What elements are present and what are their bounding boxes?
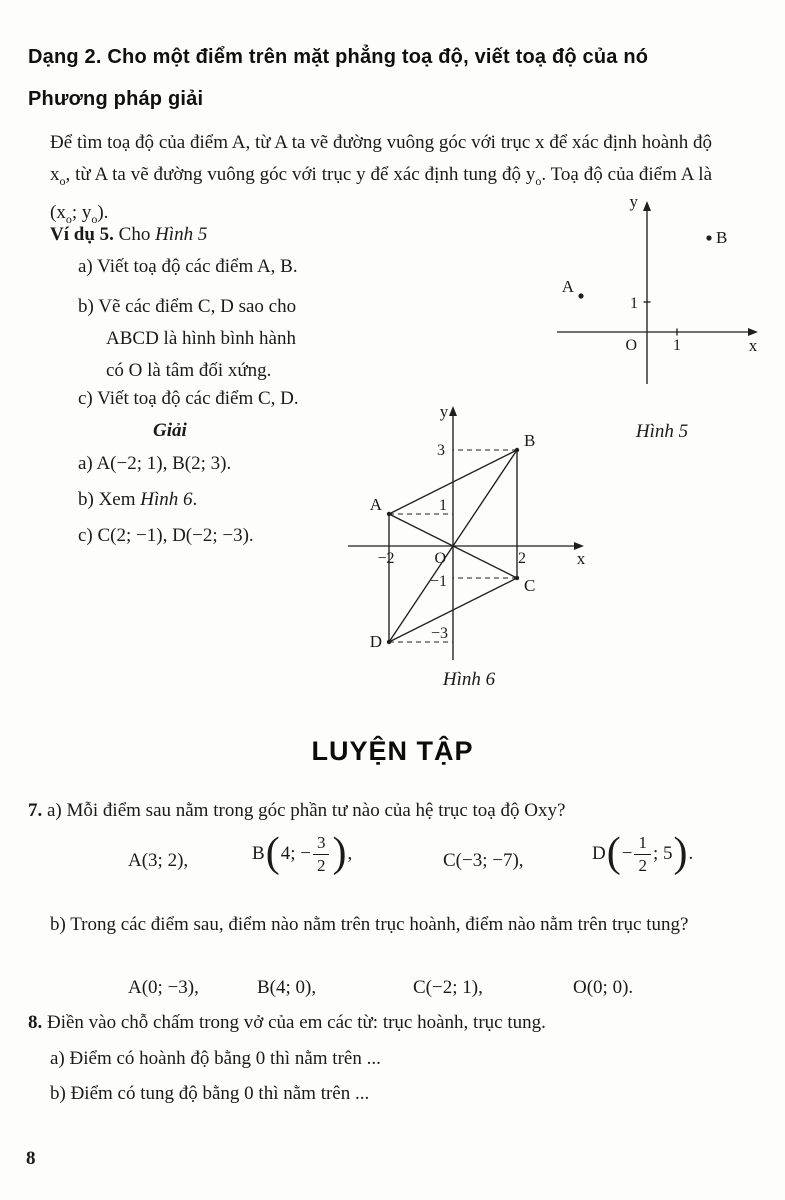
example5-item-b [78, 291, 388, 387]
example5-intro [50, 224, 207, 246]
figure5-plot [552, 192, 772, 410]
exercise8-statement [28, 1012, 546, 1034]
point-b-post: , [347, 843, 353, 865]
fig6-tick-3: 3 [437, 442, 445, 459]
point-b-dot [515, 448, 519, 452]
method-text: Để tìm toạ độ của điểm A, từ A ta vẽ đường vuông góc với trục x để xác định hoành độ x [50, 132, 712, 185]
exercise7-number: 7. [28, 800, 43, 821]
figure6-caption: Hình 6 [442, 669, 496, 690]
point-a-dot [578, 293, 583, 298]
fig6-tick-2: 2 [518, 550, 526, 567]
fraction-denominator: 2 [638, 855, 647, 875]
fig6-point-b-label: B [524, 431, 536, 450]
left-paren: ( [606, 830, 621, 877]
fig6-origin-label: O [434, 550, 446, 567]
figure6-plot [338, 398, 600, 662]
y-axis-arrow [449, 406, 457, 416]
fig5-x-axis-label: x [748, 336, 758, 355]
method-text: . Toạ độ của điểm A là (x [50, 164, 712, 223]
figure5-reference: Hình 5 [155, 224, 208, 245]
point-a-dot [387, 512, 391, 516]
page-number: 8 [26, 1148, 36, 1169]
solution-item-a: a) A(−2; 1), B(2; 3). [78, 453, 232, 474]
solution-heading: Giải [153, 420, 187, 441]
fraction-numerator: 1 [634, 833, 651, 855]
example5-item-b-line: có O là tâm đối xứng. [106, 360, 272, 381]
method-heading: Phương pháp giải [28, 88, 204, 110]
fig5-tick-1-x: 1 [673, 337, 681, 354]
method-text: ; y [71, 201, 92, 223]
fraction-3-2 [313, 833, 330, 875]
exercise7-points-row2 [0, 977, 785, 1007]
example5-intro-text: Cho [113, 224, 156, 245]
practice-heading: LUYỆN TẬP [311, 736, 474, 766]
fig6-x-axis-label: x [576, 549, 586, 568]
subscript-o: o [65, 211, 72, 226]
point-d-post: . [688, 843, 694, 865]
exercise7-points-row1 [0, 830, 785, 891]
x-axis-arrow [748, 328, 758, 336]
figure6-reference: Hình 6 [140, 489, 193, 510]
example5-item-b-line: ABCD là hình bình hành [106, 328, 296, 349]
exercise8-item-a: a) Điểm có hoành độ bằng 0 thì nằm trên ... [50, 1048, 381, 1069]
exercise7-a-text: a) Mỗi điểm sau nằm trong góc phần tư nào của hệ trục toạ độ Oxy? [47, 800, 566, 821]
point-d-pre: − [621, 843, 633, 865]
fraction-denominator: 2 [316, 855, 326, 875]
fig6-y-axis-label: y [439, 402, 449, 421]
point-c-row1: C(−3; −7), [443, 850, 524, 871]
exercise8-text: Điền vào chỗ chấm trong vở của em các từ: trục hoành, trục tung. [47, 1012, 546, 1033]
figure6 [338, 398, 600, 691]
subscript-o: o [91, 211, 98, 226]
point-a-row2: A(0; −3), [128, 977, 199, 998]
exercise7-question-a [28, 800, 565, 822]
point-o-row2: O(0; 0). [573, 977, 634, 998]
solution-b-text: b) Xem [78, 489, 141, 510]
example5-item-c: c) Viết toạ độ các điểm C, D. [78, 388, 299, 409]
subscript-o: o [59, 173, 66, 188]
fraction-1-2 [634, 833, 651, 875]
method-text: ). [97, 201, 109, 223]
right-paren: ) [332, 830, 347, 877]
solution-item-b [78, 489, 197, 511]
fig5-y-axis-label: y [629, 192, 638, 211]
example5-item-b-line: b) Vẽ các điểm C, D sao cho [78, 296, 297, 317]
exercise8-item-b: b) Điểm có tung độ bằng 0 thì nằm trên ... [50, 1083, 370, 1104]
point-c-dot [515, 576, 519, 580]
method-text: , từ A ta vẽ đường vuông góc với trục y để xác định tung độ y [65, 164, 536, 185]
right-paren: ) [673, 830, 688, 877]
solution-item-c: c) C(2; −1), D(−2; −3). [78, 525, 254, 546]
point-c-row2: C(−2; 1), [413, 977, 483, 998]
fig6-tick-neg2: −2 [377, 550, 395, 567]
point-b-name: B [252, 843, 265, 865]
point-b-dot [706, 235, 711, 240]
solution-b-period: . [192, 489, 198, 510]
fig6-point-c-label: C [524, 576, 536, 595]
point-b-row1 [252, 830, 353, 877]
example5-label: Ví dụ 5. [50, 224, 114, 245]
fig5-tick-1-y: 1 [630, 295, 638, 312]
fig6-point-a-label: A [369, 495, 382, 514]
point-d-dot [387, 640, 391, 644]
fig5-point-a-label: A [561, 277, 574, 296]
example5-item-a: a) Viết toạ độ các điểm A, B. [78, 256, 298, 277]
figure5-caption: Hình 5 [635, 421, 689, 442]
y-axis-arrow [643, 201, 651, 211]
subscript-o: o [535, 173, 542, 188]
left-paren: ( [265, 830, 280, 877]
point-d-row1 [592, 830, 694, 877]
fig5-origin-label: O [625, 337, 637, 354]
section-title: Dạng 2. Cho một điểm trên mặt phẳng toạ độ, viết toạ độ của nó [28, 46, 649, 68]
fig5-point-b-label: B [716, 228, 728, 247]
fig6-point-d-label: D [369, 632, 382, 651]
fraction-numerator: 3 [313, 833, 330, 855]
point-d-name: D [592, 843, 606, 865]
fig6-tick-neg1: −1 [429, 573, 447, 590]
point-d-mid: ; 5 [652, 843, 673, 865]
point-a-row1: A(3; 2), [128, 850, 189, 871]
fig6-tick-1: 1 [439, 497, 447, 514]
exercise7-question-b: b) Trong các điểm sau, điểm nào nằm trên trục hoành, điểm nào nằm trên trục tung? [50, 914, 689, 935]
fig6-tick-neg3: −3 [430, 625, 448, 642]
point-b-pre: 4; − [280, 843, 311, 865]
point-b-row2: B(4; 0), [257, 977, 317, 998]
exercise8-number: 8. [28, 1012, 43, 1033]
